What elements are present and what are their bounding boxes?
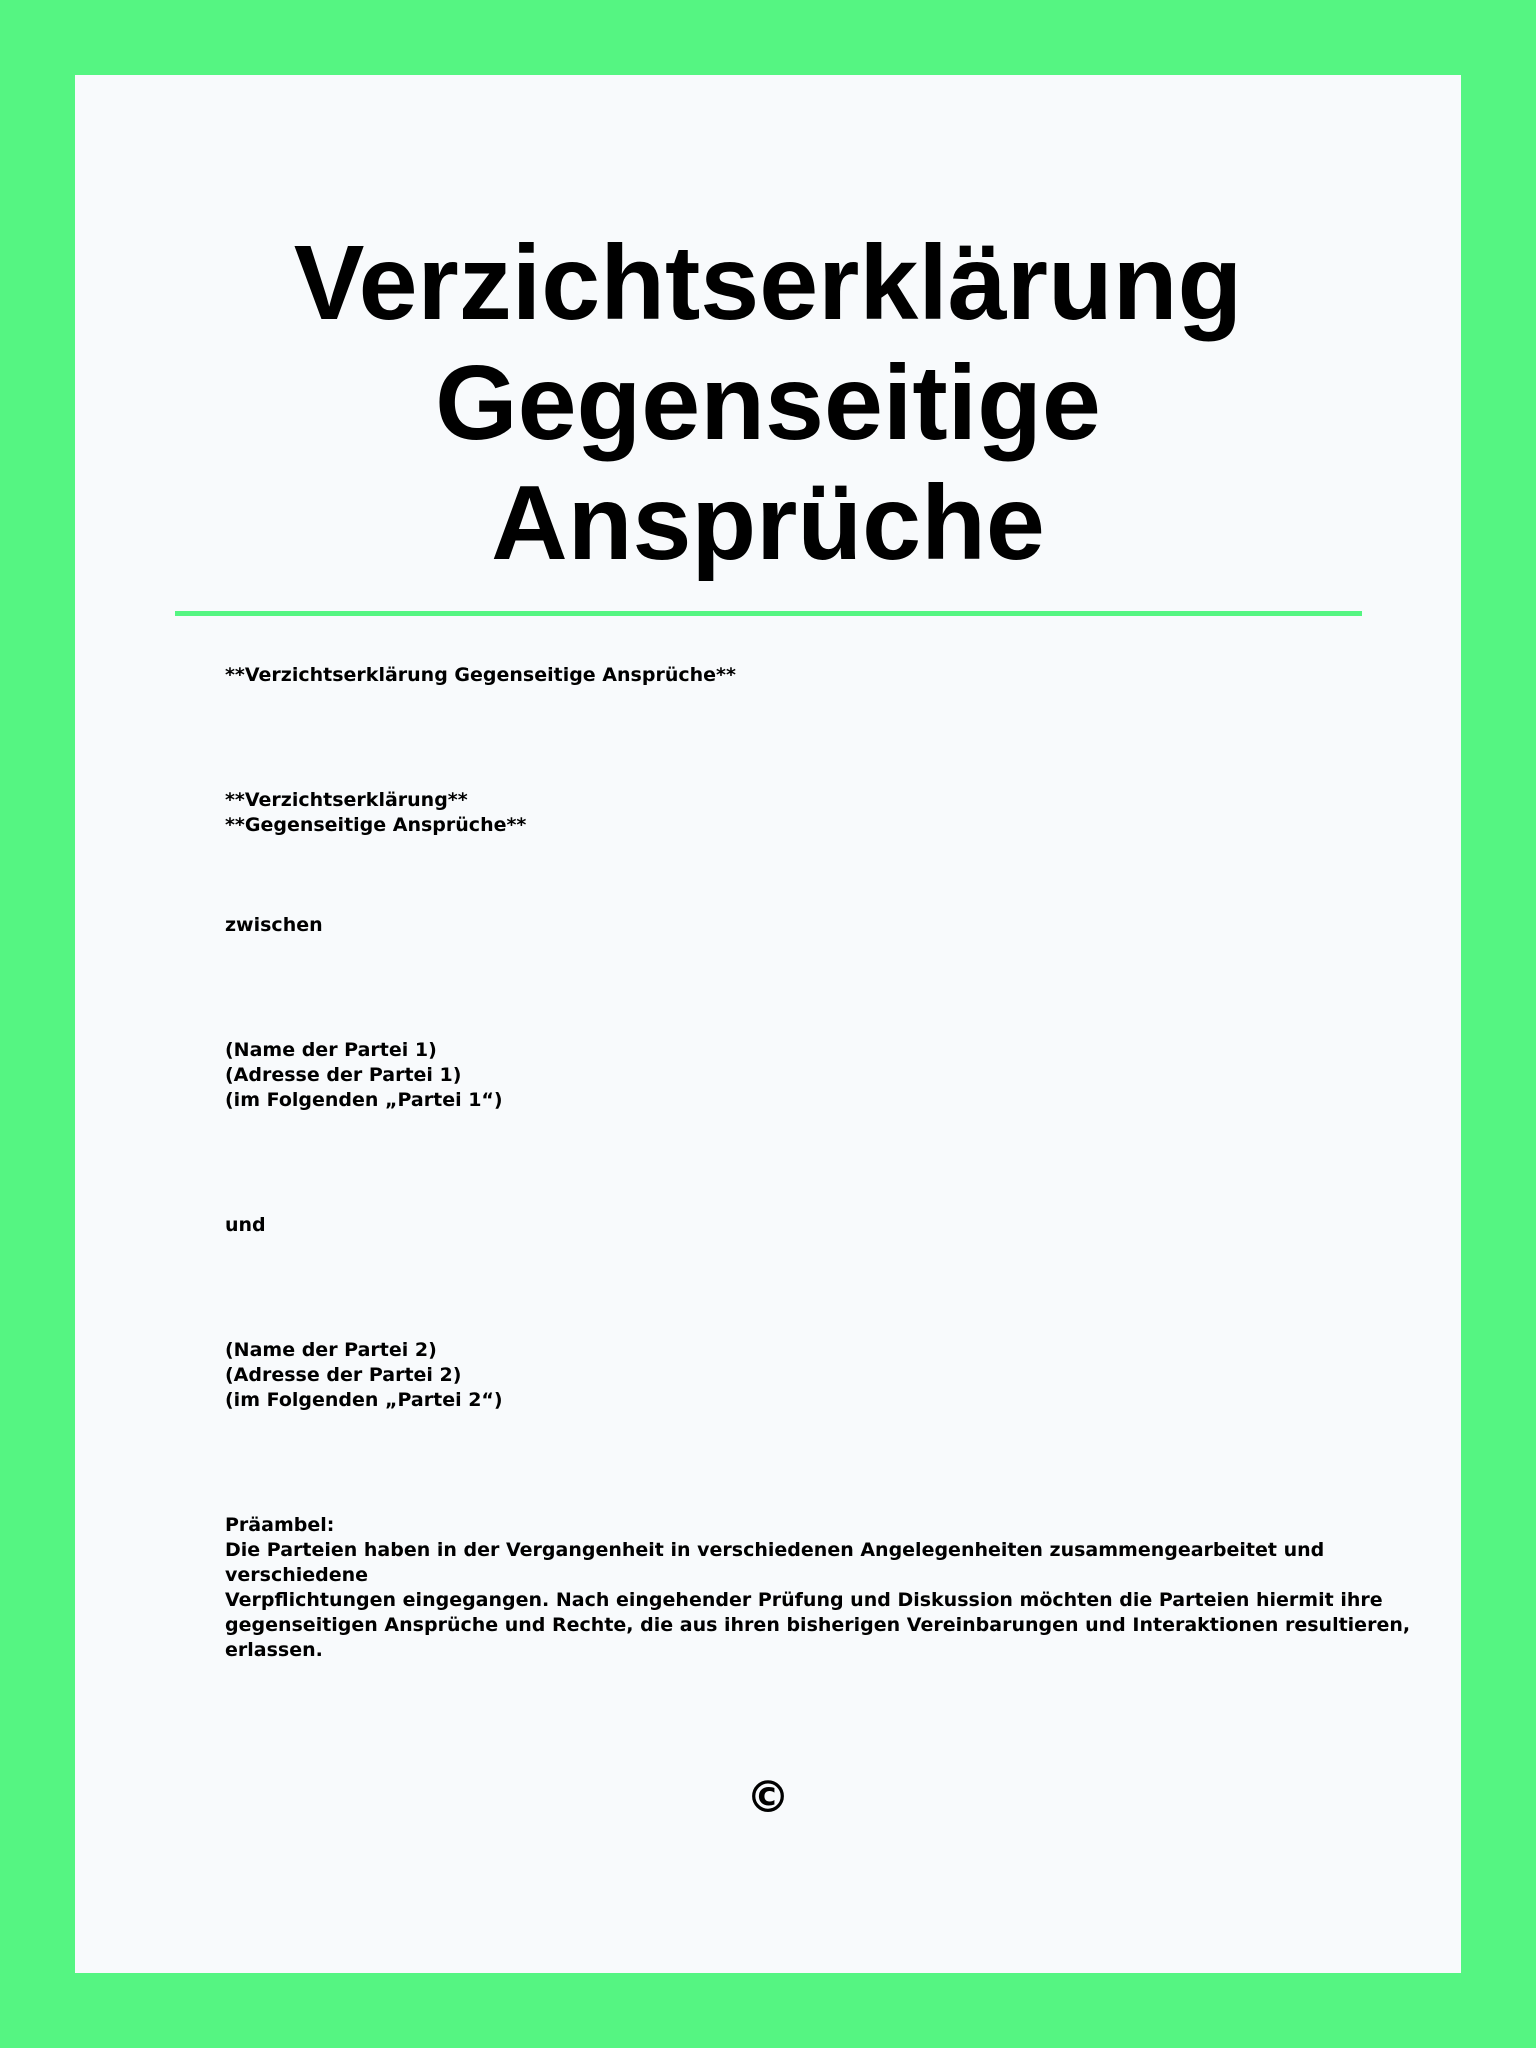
- preamble-line-4: erlassen.: [225, 1639, 323, 1661]
- subheading-line-2: **Gegenseitige Ansprüche**: [225, 814, 527, 836]
- preamble-line-1: Die Parteien haben in der Vergangenheit in verschiedenen Angelegenheiten zusammengearbeitet und verschiedene: [225, 1539, 1325, 1586]
- and-text: [225, 1213, 1411, 1238]
- document-page: [75, 75, 1461, 1973]
- party-1-block: [225, 1038, 1411, 1113]
- preamble: [225, 1513, 1411, 1663]
- title-divider: [175, 611, 1362, 616]
- title-line-2: Gegenseitige: [435, 344, 1101, 462]
- and-label: und: [225, 1214, 266, 1236]
- document-title: [75, 223, 1461, 583]
- party-1-alias: (im Folgenden „Partei 1“): [225, 1089, 503, 1111]
- subheading-line-1: **Verzichtserklärung**: [225, 789, 468, 811]
- heading-text: **Verzichtserklärung Gegenseitige Ansprüche**: [225, 664, 736, 686]
- title-line-3: Ansprüche: [491, 464, 1045, 582]
- between-text: [225, 913, 1411, 938]
- party-2-block: [225, 1338, 1411, 1413]
- party-2-address: (Adresse der Partei 2): [225, 1364, 462, 1386]
- preamble-label: Präambel:: [225, 1514, 335, 1536]
- subheading: [225, 788, 1411, 838]
- party-2-name: (Name der Partei 2): [225, 1339, 437, 1361]
- party-1-address: (Adresse der Partei 1): [225, 1064, 462, 1086]
- heading: [225, 663, 1411, 688]
- copyright-symbol: ©: [746, 1772, 790, 1823]
- party-1-name: (Name der Partei 1): [225, 1039, 437, 1061]
- preamble-line-2: Verpflichtungen eingegangen. Nach eingehender Prüfung und Diskussion möchten die Parteien hiermit ihre: [225, 1589, 1383, 1611]
- preamble-line-3: gegenseitigen Ansprüche und Rechte, die aus ihren bisherigen Vereinbarungen und Interaktionen resultieren,: [225, 1614, 1411, 1636]
- title-line-1: Verzichtserklärung: [293, 224, 1243, 342]
- party-2-alias: (im Folgenden „Partei 2“): [225, 1389, 503, 1411]
- between-label: zwischen: [225, 914, 323, 936]
